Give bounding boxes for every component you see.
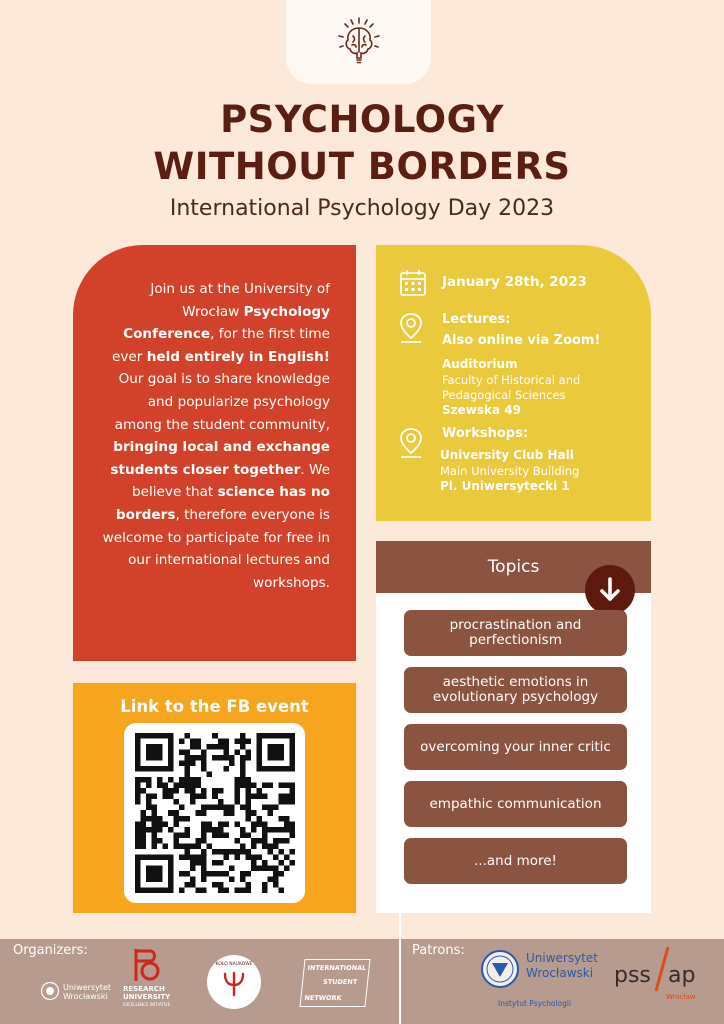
research-line3: EXCELLENCE INITIATIVE xyxy=(123,1002,171,1007)
topic-item: procrastination and perfectionism xyxy=(404,610,627,656)
brain-lightbulb-logo xyxy=(286,0,431,84)
intro-text-2: , for the first time ever xyxy=(112,326,330,365)
uwr-logo-patron xyxy=(480,947,600,1019)
intro-bold-2: held entirely in English! xyxy=(146,348,330,365)
intro-text-1: Join us at the University of Wrocław xyxy=(150,281,330,320)
instytut-label: Instytut Psychologii xyxy=(498,999,572,1008)
page-title-line1: PSYCHOLOGY xyxy=(220,98,504,141)
arrow-down-icon xyxy=(597,576,623,604)
pss-text: pss xyxy=(614,963,651,988)
lectures-faculty-2: Pedagogical Sciences xyxy=(442,388,566,402)
lectures-address: Szewska 49 xyxy=(442,403,521,417)
university-seal-icon xyxy=(40,981,60,1001)
footer xyxy=(0,939,724,1024)
lectures-faculty-1: Faculty of Historical and xyxy=(442,373,581,387)
university-seal-icon xyxy=(480,949,520,989)
divider-line xyxy=(399,913,401,939)
intro-bold-4: science has no borders xyxy=(115,484,330,523)
intro-panel xyxy=(73,245,356,661)
workshops-building: Main University Building xyxy=(440,464,580,478)
uwr-small-line2: Wrocławski xyxy=(63,992,108,1001)
qr-code[interactable] xyxy=(124,723,305,903)
intro-text-4: . We believe that xyxy=(132,461,330,501)
psi-icon xyxy=(222,971,246,997)
page-title-line2: WITHOUT BORDERS xyxy=(153,145,571,188)
intro-bold-1: Psychology Conference xyxy=(123,303,330,343)
ap-text: ap xyxy=(668,963,696,988)
patrons-label: Patrons: xyxy=(412,943,465,958)
pssap-city: Wrocław xyxy=(666,993,696,1001)
isn-line3: NETWORK xyxy=(304,994,342,1002)
topic-item: ...and more! xyxy=(404,838,627,884)
uwr-small-line1: Uniwersytet xyxy=(63,983,111,992)
lectures-online: Also online via Zoom! xyxy=(442,333,601,348)
intro-bold-3: bringing local and exchange students closer together xyxy=(110,439,330,478)
uwr-logo-small xyxy=(40,981,120,1005)
pssap-logo xyxy=(614,945,714,1021)
research-line2: UNIVERSITY xyxy=(123,993,171,1001)
uwr-big-line1: Uniwersytet xyxy=(526,951,598,965)
page-subtitle: International Psychology Day 2023 xyxy=(169,196,555,221)
international-student-network-logo xyxy=(299,959,370,1007)
isn-line1: INTERNATIONAL xyxy=(307,964,367,972)
kolo-top-text: KOŁO NAUKOWE xyxy=(215,962,253,967)
qr-code-icon xyxy=(135,733,295,893)
workshops-address: Pl. Uniwersytecki 1 xyxy=(440,479,570,493)
lectures-label: Lectures: xyxy=(442,312,511,327)
research-university-mark-icon xyxy=(130,947,164,983)
topic-item: overcoming your inner critic xyxy=(404,724,627,770)
research-line1: RESEARCH xyxy=(123,985,165,993)
intro-text-3: Our goal is to share knowledge and popularize psychology among the student community, xyxy=(114,371,330,433)
research-university-logo xyxy=(120,947,180,1021)
fb-event-title: Link to the FB event xyxy=(120,697,309,716)
calendar-icon xyxy=(398,268,428,298)
isn-line2: STUDENT xyxy=(322,978,358,986)
lectures-place: Auditorium xyxy=(442,357,518,371)
organizers-label: Organizers: xyxy=(13,943,88,958)
uwr-big-line2: Wrocławski xyxy=(526,966,594,980)
footer-divider xyxy=(399,939,401,1024)
kolo-naukowe-logo xyxy=(207,955,261,1009)
topics-heading-label: Topics xyxy=(487,557,540,577)
location-pin-icon xyxy=(398,312,424,344)
location-pin-icon xyxy=(398,427,424,459)
workshops-label: Workshops: xyxy=(442,426,529,441)
event-info-panel xyxy=(376,245,651,521)
intro-text-5: , therefore everyone is welcome to participate for free in our international lectures and workshops. xyxy=(102,506,330,591)
fb-event-panel xyxy=(73,683,356,913)
workshops-place: University Club Hall xyxy=(440,448,574,462)
brain-bulb-icon xyxy=(331,14,387,70)
event-date: January 28th, 2023 xyxy=(442,274,587,290)
topic-item: empathic communication xyxy=(404,781,627,827)
topic-item: aesthetic emotions in evolutionary psychology xyxy=(404,667,627,713)
arrow-down-button[interactable] xyxy=(585,565,635,615)
